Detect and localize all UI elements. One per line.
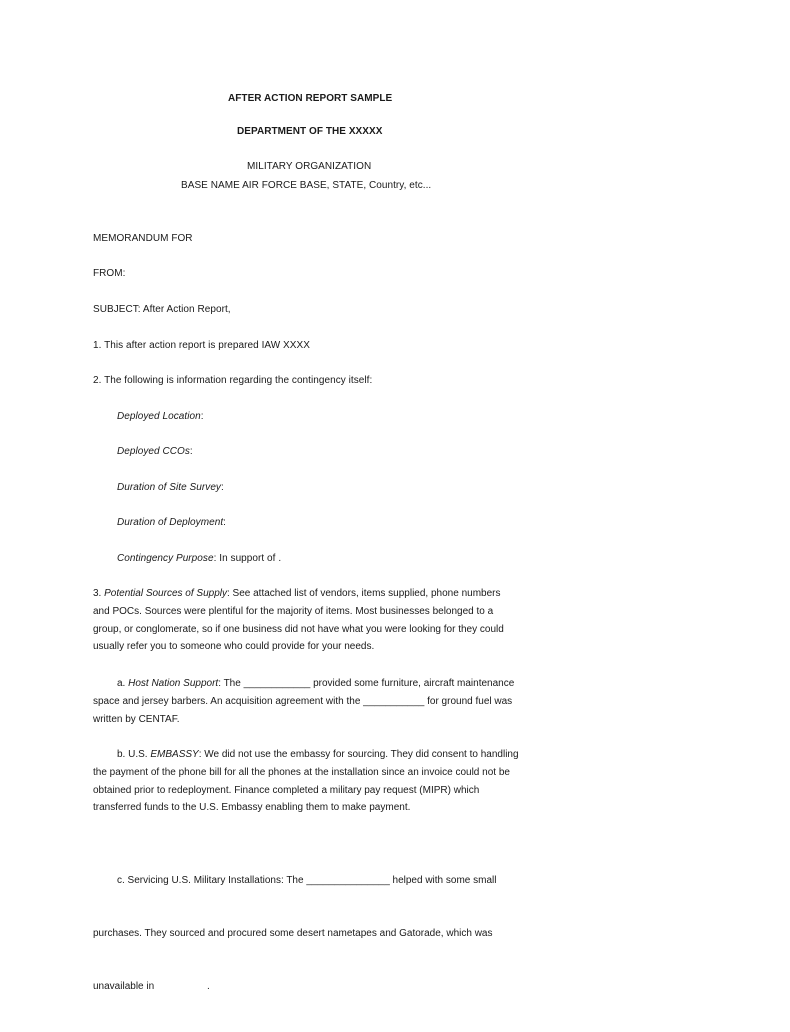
item-3b-label: EMBASSY — [150, 749, 199, 760]
field-label: Contingency Purpose — [117, 553, 214, 564]
item-1: 1. This after action report is prepared IAW XXXX — [93, 340, 310, 351]
item-2-intro: 2. The following is information regarding the contingency itself: — [93, 375, 373, 386]
item-3-label: Potential Sources of Supply — [104, 588, 227, 599]
subject-line: SUBJECT: After Action Report, — [93, 304, 231, 315]
field-label: Deployed Location — [117, 411, 201, 422]
memorandum-for: MEMORANDUM FOR — [93, 233, 193, 244]
organization-name: MILITARY ORGANIZATION — [247, 161, 372, 172]
field-contingency-purpose: Contingency Purpose: In support of . — [117, 553, 282, 564]
item-3-paragraph: 3. Potential Sources of Supply: See attached list of vendors, items supplied, phone numbers and POCs. Sources were plentiful for the majority of items. Most businesses belonged to a group, or conglomerate, so if one business did not have what you were looking for they could usually refer you to someone who could provide for your needs. — [93, 588, 504, 653]
field-deployed-location: Deployed Location: — [117, 411, 204, 422]
field-deployed-ccos: Deployed CCOs: — [117, 446, 193, 457]
base-name: BASE NAME AIR FORCE BASE, STATE, Country, etc... — [181, 180, 432, 191]
item-3a-label: Host Nation Support — [128, 678, 219, 689]
item-3b-paragraph: b. U.S. EMBASSY: We did not use the embassy for sourcing. They did consent to handling the payment of the phone bill for all the phones at the installation since an invoice could not be obtained prior to redeployment. Finance completed a military pay request (MIPR) which transferred funds to the U.S. Embassy enabling them to make payment. — [93, 749, 519, 814]
field-label: Duration of Site Survey — [117, 482, 221, 493]
field-duration-deployment: Duration of Deployment: — [117, 517, 226, 528]
report-title: AFTER ACTION REPORT SAMPLE — [228, 93, 393, 104]
field-label: Deployed CCOs — [117, 446, 190, 457]
field-duration-site-survey: Duration of Site Survey: — [117, 482, 224, 493]
department-heading: DEPARTMENT OF THE XXXXX — [237, 126, 383, 137]
field-label: Duration of Deployment — [117, 517, 224, 528]
item-3a-paragraph: a. Host Nation Support: The ____________ provided some furniture, aircraft maintenance space and jersey barbers. An acquisition agreement with the ___________ for ground fuel was written by CENTAF. — [93, 678, 515, 725]
from-line: FROM: — [93, 268, 126, 279]
item-3c-paragraph: c. Servicing U.S. Military Installations: The _______________ helped with some small purchases. They sourced and procured some desert nametapes and Gatorade, which was unavailable in . — [93, 874, 497, 993]
